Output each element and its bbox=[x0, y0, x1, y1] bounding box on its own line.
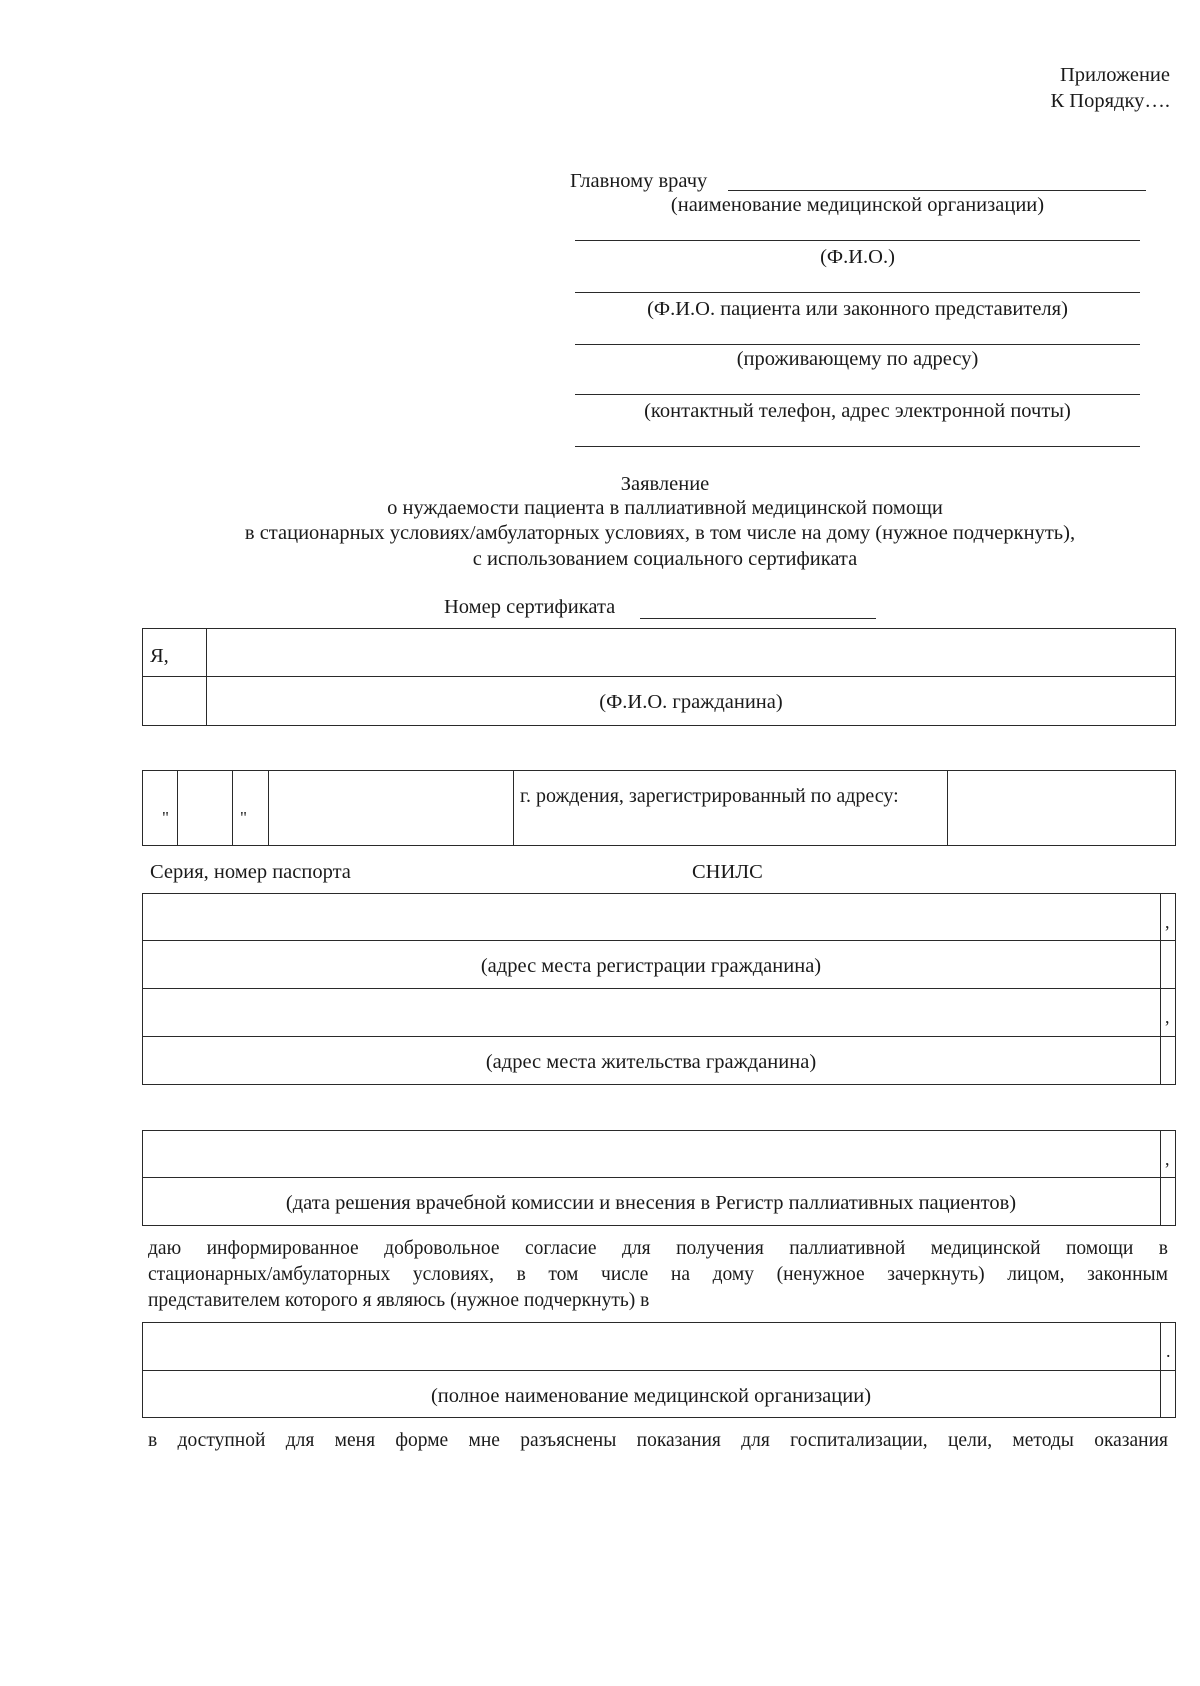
contact-caption: (контактный телефон, адрес электронной почты) bbox=[644, 400, 1071, 422]
citizen-fio-caption: (Ф.И.О. гражданина) bbox=[599, 691, 783, 713]
registration-address-caption: (адрес места регистрации гражданина) bbox=[480, 955, 822, 977]
statement-subtitle-1: о нуждаемости пациента в паллиативной медицинской помощи bbox=[387, 497, 943, 519]
chief-doctor-field[interactable] bbox=[726, 165, 1146, 191]
commission-table-right-divider bbox=[1160, 1130, 1161, 1226]
fio-underline bbox=[575, 292, 1140, 293]
birth-month-divider bbox=[268, 770, 269, 846]
residence-address-field[interactable] bbox=[146, 991, 1156, 1033]
citizen-table-row-divider bbox=[142, 676, 1176, 677]
organization-name-field[interactable] bbox=[146, 1325, 1156, 1367]
chief-doctor-label: Главному врачу bbox=[570, 170, 708, 192]
contact-field[interactable] bbox=[575, 420, 1140, 446]
appendix-reference: К Порядку…. bbox=[1050, 90, 1170, 112]
quote-close: " bbox=[240, 808, 247, 827]
contact-underline bbox=[575, 446, 1140, 447]
consent-text-line-3: представителем которого я являюсь (нужное подчеркнуть) в bbox=[148, 1290, 650, 1311]
statement-subtitle-2: в стационарных условиях/амбулаторных условиях, в том числе на дому (нужное подчеркнуть), bbox=[244, 522, 1076, 544]
certificate-number-field[interactable] bbox=[638, 592, 876, 618]
chief-doctor-underline bbox=[728, 190, 1146, 191]
fio-caption: (Ф.И.О.) bbox=[820, 246, 895, 268]
address-row-divider-2 bbox=[142, 988, 1176, 989]
fio-field[interactable] bbox=[575, 266, 1140, 292]
snils-label: СНИЛС bbox=[692, 861, 763, 883]
birth-day-divider-right bbox=[232, 770, 233, 846]
address-table-right-divider bbox=[1160, 893, 1161, 1085]
passport-label: Серия, номер паспорта bbox=[150, 861, 351, 883]
registration-extra-field[interactable] bbox=[949, 774, 1172, 842]
birth-month-year-field[interactable] bbox=[270, 774, 511, 842]
footer-text: в доступной для меня форме мне разъяснены показания для госпитализации, цели, методы оказания bbox=[148, 1430, 1168, 1451]
organization-caption: (полное наименование медицинской организации) bbox=[430, 1385, 872, 1407]
organization-period: . bbox=[1166, 1341, 1171, 1361]
address-field[interactable] bbox=[575, 368, 1140, 394]
residence-address-caption: (адрес места жительства гражданина) bbox=[485, 1051, 817, 1073]
commission-date-field[interactable] bbox=[146, 1133, 1156, 1175]
certificate-label: Номер сертификата bbox=[444, 596, 616, 618]
birth-day-field[interactable] bbox=[179, 774, 230, 842]
consent-text-line-2: стационарных/амбулаторных условиях, в том числе на дому (ненужное зачеркнуть) лицом, законным bbox=[148, 1264, 1168, 1285]
residence-comma: , bbox=[1165, 1007, 1170, 1027]
address-row-divider-1 bbox=[142, 940, 1176, 941]
address-underline bbox=[575, 394, 1140, 395]
citizen-name-field[interactable] bbox=[210, 632, 1172, 674]
commission-caption: (дата решения врачебной комиссии и внесения в Регистр паллиативных пациентов) bbox=[285, 1192, 1017, 1214]
birth-registration-text: г. рождения, зарегистрированный по адресу: bbox=[520, 785, 899, 807]
statement-title: Заявление bbox=[620, 473, 710, 495]
appendix-label: Приложение bbox=[1059, 64, 1170, 86]
address-row-divider-3 bbox=[142, 1036, 1176, 1037]
birth-day-divider-left bbox=[177, 770, 178, 846]
birth-year-divider bbox=[513, 770, 514, 846]
org-caption: (наименование медицинской организации) bbox=[670, 194, 1045, 216]
registration-address-field[interactable] bbox=[146, 896, 1156, 938]
address-caption: (проживающему по адресу) bbox=[736, 348, 979, 370]
registration-comma: , bbox=[1165, 912, 1170, 932]
organization-row-divider bbox=[142, 1370, 1176, 1371]
commission-comma: , bbox=[1165, 1149, 1170, 1169]
commission-row-divider bbox=[142, 1177, 1176, 1178]
org-name-underline bbox=[575, 240, 1140, 241]
patient-caption: (Ф.И.О. пациента или законного представителя) bbox=[647, 298, 1068, 320]
quote-open: " bbox=[162, 808, 169, 827]
statement-subtitle-3: с использованием социального сертификата bbox=[472, 548, 858, 570]
birth-address-divider bbox=[947, 770, 948, 846]
patient-underline bbox=[575, 344, 1140, 345]
consent-text-line-1: даю информированное добровольное согласие для получения паллиативной медицинской помощи в bbox=[148, 1238, 1168, 1259]
certificate-underline bbox=[640, 618, 876, 619]
org-name-field[interactable] bbox=[575, 214, 1140, 240]
patient-field[interactable] bbox=[575, 318, 1140, 344]
ya-label: Я, bbox=[150, 645, 169, 667]
